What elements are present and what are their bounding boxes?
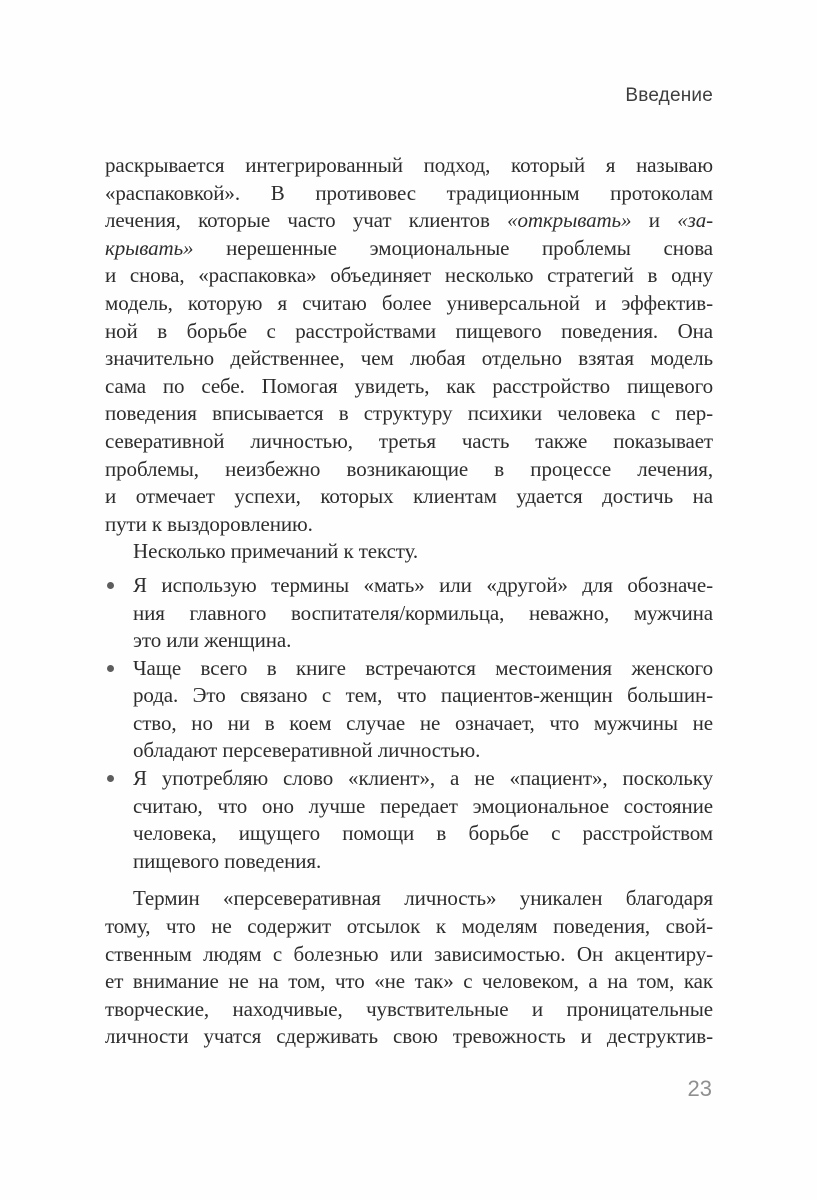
text-segment: Я использую термины «мать» или «другой» для обозначе- — [133, 572, 713, 597]
text-line — [133, 572, 713, 600]
text-line — [133, 820, 713, 848]
text-segment: ет внимание не на том, что «не так» с человеком, а на том, как — [105, 969, 713, 994]
bullet-item — [105, 765, 713, 875]
text-segment: Несколько примечаний к тексту. — [133, 539, 419, 564]
text-column — [105, 152, 713, 1051]
text-segment: поведения вписывается в структуру психики человека с пер- — [105, 401, 713, 426]
text-segment: Термин «персеверативная личность» уникален благодаря — [133, 886, 713, 911]
text-line — [133, 655, 713, 683]
bullet-text — [133, 572, 713, 655]
text-line — [133, 682, 713, 710]
text-segment: обладают персеверативной личностью. — [133, 738, 481, 763]
bullet-text — [133, 655, 713, 765]
text-line — [105, 913, 713, 941]
text-segment: сама по себе. Помогая увидеть, как расстройство пищевого — [105, 373, 713, 398]
italic-text-segment: «открывать» — [507, 208, 632, 233]
bullet-dot-icon — [107, 665, 114, 672]
text-line — [105, 996, 713, 1024]
text-segment: пути к выздоровлению. — [105, 511, 313, 536]
text-segment: пищевого поведения. — [133, 848, 322, 873]
text-line — [105, 538, 713, 566]
text-segment: Я употребляю слово «клиент», а не «пациент», поскольку — [133, 766, 713, 791]
text-line — [105, 400, 713, 428]
text-segment: Чаще всего в книге встречаются местоимения женского — [133, 655, 713, 680]
text-line — [105, 235, 713, 263]
text-segment: и снова, «распаковка» объединяет несколько стратегий в одну — [105, 263, 713, 288]
text-segment: тому, что не содержит отсылок к моделям поведения, свой- — [105, 914, 713, 939]
text-segment: человека, ищущего помощи в борьбе с расстройством — [133, 821, 713, 846]
text-line — [133, 737, 713, 765]
text-line — [105, 262, 713, 290]
text-line — [105, 290, 713, 318]
bullet-item — [105, 572, 713, 655]
bullet-item — [105, 655, 713, 765]
text-line — [105, 318, 713, 346]
text-segment: лечения, которые часто учат клиентов — [105, 208, 508, 233]
paragraph — [105, 152, 713, 538]
text-segment: раскрывается интегрированный подход, который я называю — [105, 153, 713, 177]
text-segment: рода. Это связано с тем, что пациентов-женщин большин- — [133, 683, 713, 708]
bullet-text — [133, 765, 713, 875]
text-segment: значительно действеннее, чем любая отдельно взятая модель — [105, 346, 713, 371]
text-line — [105, 345, 713, 373]
italic-text-segment: крывать» — [105, 235, 194, 260]
text-segment: ственным людям с болезнью или зависимостью. Он акцентиру- — [105, 941, 713, 966]
text-segment: модель, которую я считаю более универсальной и эффектив- — [105, 290, 713, 315]
text-segment: северативной личностью, третья часть также показывает — [105, 428, 713, 453]
text-line — [105, 207, 713, 235]
text-line — [105, 152, 713, 180]
text-line — [105, 511, 713, 539]
text-segment: ной в борьбе с расстройствами пищевого поведения. Она — [105, 318, 713, 343]
text-segment: ство, но ни в коем случае не означает, что мужчины не — [133, 710, 713, 735]
text-segment: нерешенные эмоциональные проблемы снова — [193, 235, 713, 260]
text-segment: ния главного воспитателя/кормильца, неважно, мужчина — [133, 600, 713, 625]
running-header-title: Введение — [625, 85, 713, 106]
text-line — [105, 941, 713, 969]
text-line — [105, 968, 713, 996]
text-line — [133, 765, 713, 793]
text-segment: личности учатся сдерживать свою тревожность и деструктив- — [105, 1024, 713, 1049]
text-line — [105, 373, 713, 401]
text-segment: проблемы, неизбежно возникающие в процессе лечения, — [105, 456, 713, 481]
paragraph — [105, 885, 713, 1051]
paragraph — [105, 538, 713, 566]
italic-text-segment: «за- — [677, 208, 713, 233]
bullet-dot-icon — [107, 582, 114, 589]
text-segment: это или женщина. — [133, 628, 292, 653]
text-line — [105, 456, 713, 484]
text-line — [105, 428, 713, 456]
bullet-dot-icon — [107, 775, 114, 782]
text-line — [105, 483, 713, 511]
text-segment: «распаковкой». В противовес традиционным протоколам — [105, 180, 713, 205]
bullet-list — [105, 572, 713, 876]
text-segment: и отмечает успехи, которых клиентам удается достичь на — [105, 484, 713, 509]
text-line — [105, 885, 713, 913]
text-segment: творческие, находчивые, чувствительные и проницательные — [105, 996, 713, 1021]
text-segment: считаю, что оно лучше передает эмоциональное состояние — [133, 793, 713, 818]
page-number: 23 — [687, 1076, 712, 1101]
text-line — [133, 848, 713, 876]
running-header — [105, 86, 713, 106]
text-line — [133, 627, 713, 655]
text-line — [133, 600, 713, 628]
text-line — [105, 1023, 713, 1051]
text-segment: и — [631, 208, 678, 233]
text-line — [133, 710, 713, 738]
text-line — [133, 793, 713, 821]
text-line — [105, 180, 713, 208]
